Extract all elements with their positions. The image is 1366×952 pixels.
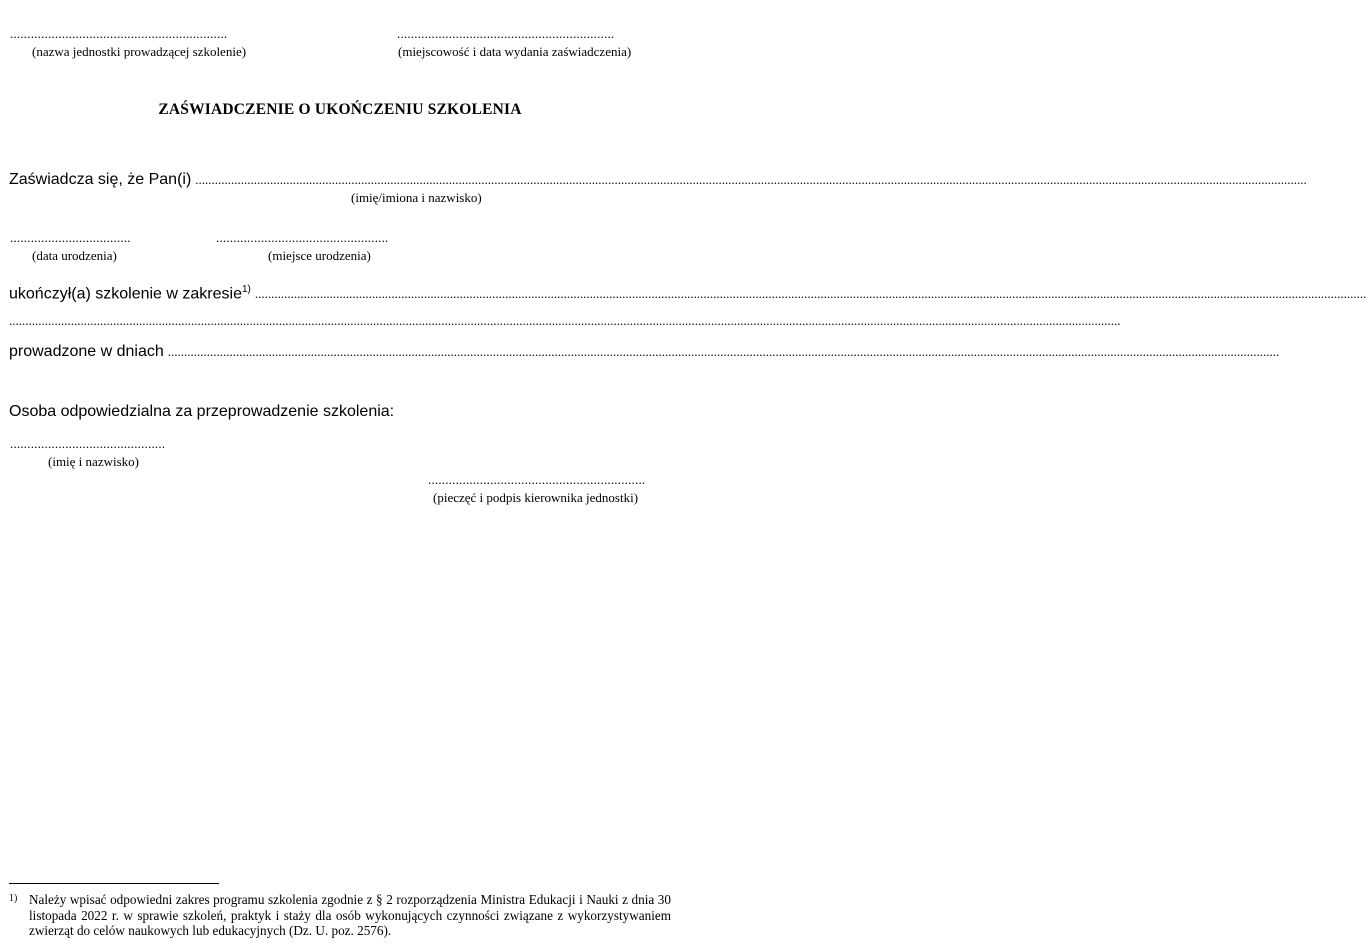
completed-label (9, 280, 251, 304)
document-title: ZAŚWIADCZENIE O UKOŃCZENIU SZKOLENIA (158, 101, 522, 118)
days-dots: ...................................................................................................................................................................................................................................................................................................................................................... (167, 344, 1280, 359)
footnote-ref: 1) (241, 284, 251, 295)
completed-row (9, 280, 1366, 304)
birth-date-dots: ................................... (10, 230, 131, 245)
footnote-text: Należy wpisać odpowiedni zakres programu szkolenia zgodnie z § 2 rozporządzenia Ministra Edukacji i Nauki z dnia 30 listopada 2022 r. w sprawie szkoleń, praktyk i staży dla osób wykonujących czynności związane z wykorzystywaniem zwierząt do celów naukowych lub edukacyjnych (Dz. U. poz. 2576). (29, 892, 671, 938)
birth-date-caption: (data urodzenia) (32, 248, 117, 263)
birth-place-caption: (miejsce urodzenia) (268, 248, 371, 263)
footnote (9, 892, 671, 939)
responsible-dots: ............................................. (10, 436, 166, 451)
name-dots: ...................................................................................................................................................................................................................................................................................................................................................... (195, 172, 1307, 187)
conducted-row (9, 342, 1280, 362)
signature-dots: ............................................................... (428, 472, 646, 487)
completed-label-text: ukończył(a) szkolenie w zakresie (9, 285, 242, 303)
conducted-label: prowadzone w dniach (9, 343, 164, 360)
scope-dots: ...................................................................................................................................................................................................................................................................................................................................................... (254, 286, 1366, 302)
place-date-dots: ............................................................... (397, 26, 615, 41)
scope-continuation-row (9, 313, 1121, 329)
signature-caption: (pieczęć i podpis kierownika jednostki) (433, 490, 639, 505)
footnote-mark: 1) (9, 893, 18, 904)
responsible-caption: (imię i nazwisko) (48, 454, 139, 469)
certify-row (9, 170, 1307, 190)
responsible-label: Osoba odpowiedzialna za przeprowadzenie szkolenia: (9, 403, 395, 420)
name-caption: (imię/imiona i nazwisko) (351, 190, 482, 205)
unit-name-caption: (nazwa jednostki prowadzącej szkolenie) (32, 44, 247, 59)
unit-name-dots: ............................................................... (10, 26, 228, 41)
footnote-separator (9, 883, 219, 884)
certify-label: Zaświadcza się, że Pan(i) (9, 171, 192, 188)
scope-continuation-dots: ...................................................................................................................................................................................................................................................................................................................................................... (9, 313, 1121, 328)
place-date-caption: (miejscowość i data wydania zaświadczenia) (398, 44, 632, 59)
birth-place-dots: .................................................. (216, 230, 389, 245)
